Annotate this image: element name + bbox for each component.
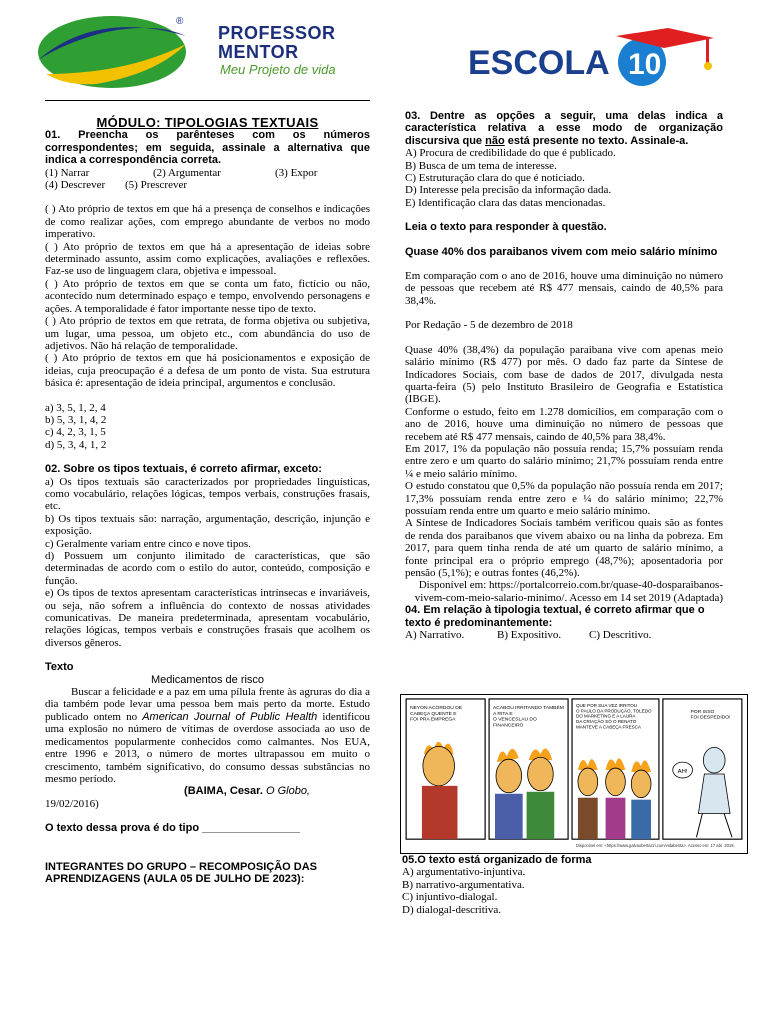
texto-author: (BAIMA, Cesar. bbox=[184, 785, 263, 798]
comic-panel-4 bbox=[663, 699, 742, 839]
q1-legend-item: (3) Expor bbox=[275, 166, 318, 179]
q5-option: D) dialogal-descritiva. bbox=[402, 903, 501, 916]
q2-option: e) Os tipos de textos apresentam características intrínsecas e invariáveis, ou seja, não sofrem a influência do contexto de nossas atividades comunicativas. De maneira predeterminada, apresentam vocabulário, relações lógicas, tempos verbais e construções frasais que acolhem os diversos gêneros. bbox=[45, 587, 370, 649]
comic-caption-2: ACABOU IRRITANDO TAMBÉM A RITA E O VENCESLAU DO FINANCEIRO bbox=[493, 705, 564, 729]
comic-panel-1 bbox=[406, 699, 485, 839]
q1-answer: a) 3, 5, 1, 2, 4 bbox=[45, 401, 106, 414]
q1-statement: ( ) Ato próprio de textos em que há posicionamentos e exposição de ideias, cuja preocupação é a defesa de um ponto de vista. Sua estrutura básica é: apresentação de ideia principal, argumentos e conclusão. bbox=[45, 352, 370, 390]
q1-statement: ( ) Ato próprio de textos em que há a apresentação de ideias sobre determinado assunto, assim como explicações, avaliações e reflexões. Faz-se uso de linguagem clara, objetiva e impessoal. bbox=[45, 240, 370, 278]
question-5: 05.O texto está organizado de forma bbox=[402, 854, 592, 866]
texto-citation bbox=[45, 785, 370, 797]
q1-legend-item: (5) Prescrever bbox=[125, 179, 187, 192]
q2-option: b) Os tipos textuais são: narração, argumentação, descrição, injunção e exposição. bbox=[45, 512, 370, 538]
registered-mark: ® bbox=[176, 16, 184, 27]
brand-title bbox=[218, 24, 336, 62]
q4-option: A) Narrativo. bbox=[405, 629, 465, 642]
texto-title: Medicamentos de risco bbox=[150, 673, 265, 686]
question-3 bbox=[405, 110, 723, 147]
escola-text: ESCOLA bbox=[468, 44, 610, 82]
article-lead: Em comparação com o ano de 2016, houve uma diminuição no número de pessoas que recebem até R$ 477 mensais, caindo de 40,5% para 38,4%. bbox=[405, 270, 723, 307]
q1-statement: ( ) Ato próprio de textos em que se conta um fato, fictício ou não, acontecido num determinado espaço e tempo, envolvendo personagens e ações. A temporalidade é fator importante nesse tipo de texto. bbox=[45, 277, 370, 315]
comic-caption-1: NEYON ACORDOU DE CABEÇA QUENTE E FOI PRA EMPREGA bbox=[410, 705, 463, 723]
question-2: 02. Sobre os tipos textuais, é correto afirmar, exceto: bbox=[45, 463, 322, 476]
q4-options bbox=[405, 629, 723, 641]
q1-legend-row-2 bbox=[45, 179, 370, 191]
q5-option: C) injuntivo-dialogal. bbox=[402, 891, 498, 904]
brand-line-1: PROFESSOR bbox=[218, 23, 336, 43]
group-members-label: INTEGRANTES DO GRUPO – RECOMPOSIÇÃO DAS APRENDIZAGENS (AULA 05 DE JULHO DE 2023): bbox=[45, 860, 317, 885]
q1-answer: d) 5, 3, 4, 1, 2 bbox=[45, 438, 107, 451]
comic-caption-3: QUE POR SUA VEZ IRRITOU O PAULO DA PRODUÇÃO, TOLEDO DO MARKETING E A LAURA DA CRIAÇÃO SÓ O RENATO MANTEVE A CABEÇA FRESCA bbox=[575, 702, 652, 730]
module-title: MÓDULO: TIPOLOGIAS TEXTUAIS bbox=[96, 115, 319, 130]
article-headline: Quase 40% dos paraibanos vivem com meio salário mínimo bbox=[405, 245, 718, 258]
q3-pre: 03. Dentre as opções a seguir, uma delas indica a característica relativa a esse modo de organização discursiva que bbox=[405, 110, 723, 147]
q1-legend-item: (4) Descrever bbox=[45, 179, 106, 192]
article-byline: Por Redação - 5 de dezembro de 2018 bbox=[405, 319, 573, 332]
brand-subtitle: Meu Projeto de vida bbox=[220, 62, 336, 77]
question-1: 01. Preencha os parênteses com os números correspondentes; em seguida, assinale a alternativa que indica a correspondência correta. bbox=[45, 129, 370, 167]
escola-number: 10 bbox=[628, 48, 662, 81]
article-paragraph: O estudo constatou que 0,5% da população não possuía renda em 2017; 17,3% possuíam renda entre zero e ¼ do salário mínimo; 22,7% possuíam renda entre um quarto e meio salário mínimo. bbox=[405, 480, 723, 517]
q4-option: B) Expositivo. bbox=[497, 629, 562, 642]
comic-panel-2 bbox=[489, 699, 568, 839]
q1-answer: b) 5, 3, 1, 4, 2 bbox=[45, 413, 107, 426]
texto-part-2: identificou uma explosão no número de vítimas de overdose associada ao uso de medicamentos popularmente conhecidos como calmantes. Nos EUA, entre 1996 e 2013, o número de mortes ultrapassou em muito o crescimento, também significativo, do consumo dessas substâncias no mesmo período. bbox=[45, 710, 371, 785]
q1-statement: ( ) Ato próprio de textos em que retrata, de forma objetiva ou subjetiva, um lugar, uma pessoa, um objeto etc., com abundância do uso de adjetivos. Não há relação de temporalidade. bbox=[45, 315, 370, 352]
q3-option: D) Interesse pela precisão da informação dada. bbox=[405, 184, 612, 197]
q1-statement: ( ) Ato próprio de textos em que há a presença de conselhos e indicações de como realizar ações, com emprego abundante de verbos no modo imperativo. bbox=[45, 203, 370, 241]
article-paragraph: Conforme o estudo, feito em 1.278 domicílios, em comparação com o ano de 2016, houve uma diminuição no número de pessoas que recebem até R$ 477 mensais, caindo de 40,5% para 38,4%. bbox=[405, 405, 723, 443]
brand-line-2: MENTOR bbox=[218, 42, 299, 62]
q4-option: C) Descritivo. bbox=[589, 629, 652, 642]
comic-caption-4: POR ISSO FOI DESPEDIDO! bbox=[690, 709, 731, 721]
q3-option: C) Estruturação clara do que é noticiado. bbox=[405, 172, 585, 185]
texto-source: O Globo, bbox=[265, 785, 310, 798]
comic-credit: Disponível em: <https://www.galvaobertazzi.com/vidabesta>. Acesso em: 17 abr. 2018. bbox=[575, 843, 735, 849]
q2-option: d) Possuem um conjunto ilimitado de características, que são determinadas de acordo com o estilo do autor, conteúdo, composição e função. bbox=[45, 550, 370, 587]
texto-date: 19/02/2016) bbox=[45, 797, 99, 810]
comic-strip bbox=[400, 694, 748, 854]
q5-option: A) argumentativo-injuntiva. bbox=[402, 866, 526, 879]
q5-option: B) narrativo-argumentativa. bbox=[402, 878, 525, 891]
q1-legend-item: (1) Narrar bbox=[45, 166, 90, 179]
q2-option: a) Os tipos textuais são caracterizados por propriedades linguísticas, como vocabulário, relações lógicas, tempos verbais, construções frasais, etc. bbox=[45, 475, 370, 513]
q3-option: B) Busca de um tema de interesse. bbox=[405, 159, 557, 172]
right-column bbox=[405, 110, 723, 641]
q2-option: c) Geralmente variam entre cinco e nove tipos. bbox=[45, 537, 251, 550]
texto-part-1: Buscar a felicidade e a paz em uma pílula frente às agruras do dia a dia também pode levar uma pessoa bem mais perto da morte. Estudo publicado ontem no bbox=[45, 686, 370, 723]
article-paragraph: Quase 40% (38,4%) da população paraibana vive com apenas meio salário mínimo (R$ 477) por mês. O dado faz parte da Síntese de Indicadores Sociais, com base de dados de 2017, divulgada nesta quarta-feira (5) pelo Instituto Brasileiro de Geografia e Estatística (IBGE). bbox=[405, 343, 723, 406]
q1-legend-item: (2) Argumentar bbox=[153, 166, 221, 179]
comic-panel-3 bbox=[572, 699, 659, 839]
read-instruction: Leia o texto para responder à questão. bbox=[405, 221, 607, 234]
article-paragraph: A Síntese de Indicadores Sociais também verificou quais são as fontes de renda dos paraibanos que vivem abaixo ou na linha da pobreza. Em 2017, para quem tinha renda de até um quarto de salário mínimo, a fonte principal era o próprio emprego (48,7%); aposentadoria por pensão (5,1%); e outras fontes (46,2%). bbox=[405, 517, 723, 579]
svg-text:AH!: AH! bbox=[677, 769, 688, 776]
professor-mentor-logo bbox=[36, 14, 196, 90]
texto-journal: American Journal of Public Health bbox=[142, 710, 318, 723]
q1-legend-row-1 bbox=[45, 167, 370, 179]
question-5-block bbox=[402, 854, 722, 916]
article-source: Disponível em: https://portalcorreio.com.br/quase-40-dosparaibanos-vivem-com-meio-salario-minimo/. Acesso em 14 set 2019 (Adaptada) bbox=[414, 579, 723, 604]
left-column bbox=[45, 100, 370, 885]
q3-option: A) Procura de credibilidade do que é publicado. bbox=[405, 147, 616, 160]
texto-label: Texto bbox=[45, 661, 74, 674]
q1-answer: c) 4, 2, 3, 1, 5 bbox=[45, 426, 106, 439]
q3-post: está presente no texto. Assinale-a. bbox=[507, 134, 689, 147]
texto-paragraph bbox=[45, 686, 370, 785]
q3-option: E) Identificação clara das datas mencionadas. bbox=[405, 196, 606, 209]
article-paragraph: Em 2017, 1% da população não possuía renda; 15,7% possuíam renda entre zero e um quarto do salário mínimo; 21,7% possuíam renda entre ¼ e meio salário mínimo. bbox=[405, 442, 723, 480]
q3-nao: não bbox=[485, 134, 505, 147]
escola10-logo bbox=[468, 28, 728, 88]
question-tipo: O texto dessa prova é do tipo ________________ bbox=[45, 822, 300, 835]
question-4: 04. Em relação à tipologia textual, é correto afirmar que o texto é predominantemente: bbox=[405, 604, 705, 629]
